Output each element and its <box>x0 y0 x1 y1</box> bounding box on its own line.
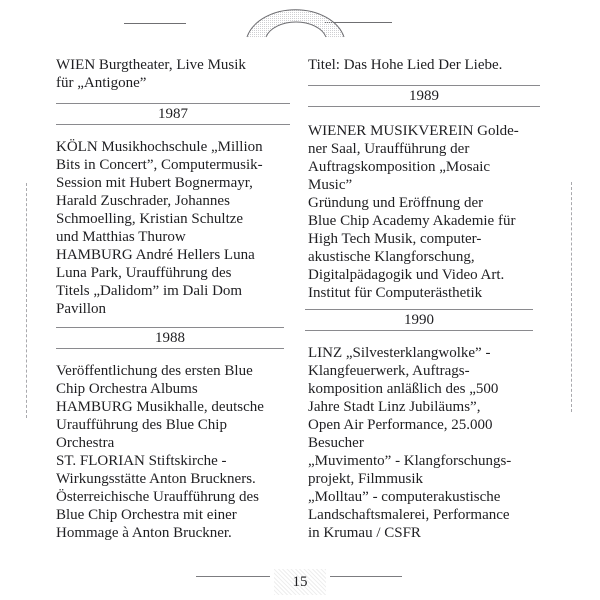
year-heading-1990 <box>305 309 533 331</box>
text-line: Pavillon <box>56 301 107 317</box>
text-line: LINZ „Silvesterklangwolke” - <box>308 345 491 361</box>
text-line: Session mit Hubert Bognermayr, <box>56 175 253 191</box>
text-line: Blue Chip Orchestra mit einer <box>56 507 237 523</box>
text-line: „Molltau” - computerakustische <box>308 489 501 505</box>
text-line: Schmoelling, Kristian Schultze <box>56 211 244 227</box>
text-line: Klangfeuerwerk, Auftrags- <box>308 363 470 379</box>
text-line: Hommage à Anton Bruckner. <box>56 525 232 541</box>
page-number <box>274 569 326 595</box>
text-line: Veröffentlichung des ersten Blue <box>56 363 253 379</box>
text-line: akustische Klangforschung, <box>308 249 475 265</box>
text-line: projekt, Filmmusik <box>308 471 424 487</box>
left-intro <box>56 56 246 92</box>
arch-ornament-icon <box>244 4 348 40</box>
text-line: Titel: Das Hohe Lied Der Liebe. <box>308 57 503 73</box>
year-heading-1989 <box>308 85 540 107</box>
text-line: Gründung und Eröffnung der <box>308 195 484 211</box>
text-line: Open Air Performance, 25.000 <box>308 417 493 433</box>
year-label: 1990 <box>404 312 434 328</box>
text-line: Besucher <box>308 435 364 451</box>
section-1990-text <box>308 344 511 542</box>
text-line: KÖLN Musikhochschule „Million <box>56 139 263 155</box>
text-line: Bits in Concert”, Computermusik- <box>56 157 263 173</box>
year-label: 1987 <box>158 106 188 122</box>
text-line: HAMBURG Musikhalle, deutsche <box>56 399 264 415</box>
page-number-label: 15 <box>292 574 308 590</box>
year-label: 1988 <box>155 330 185 346</box>
text-line: Harald Zuschrader, Johannes <box>56 193 230 209</box>
text-line: High Tech Musik, computer- <box>308 231 482 247</box>
text-line: Landschaftsmalerei, Performance <box>308 507 510 523</box>
section-1989-text <box>308 122 519 302</box>
year-heading-1987 <box>56 103 290 125</box>
folio-rule-left <box>196 576 270 577</box>
section-1987-text <box>56 138 263 318</box>
text-line: und Matthias Thurow <box>56 229 186 245</box>
top-rule-left <box>124 23 186 24</box>
folio-rule-right <box>330 576 402 577</box>
text-line: in Krumau / CSFR <box>308 525 421 541</box>
text-line: ner Saal, Uraufführung der <box>308 141 470 157</box>
text-line: für „Antigone” <box>56 75 147 91</box>
text-line: Institut für Computerästhetik <box>308 285 483 301</box>
year-label: 1989 <box>409 88 439 104</box>
right-intro <box>308 56 502 74</box>
text-line: ST. FLORIAN Stiftskirche - <box>56 453 227 469</box>
right-margin-guide <box>571 182 572 412</box>
text-line: Titels „Dalidom” im Dali Dom <box>56 283 243 299</box>
text-line: Österreichische Uraufführung des <box>56 489 259 505</box>
text-line: Orchestra <box>56 435 115 451</box>
text-line: Wirkungsstätte Anton Bruckners. <box>56 471 256 487</box>
left-margin-guide <box>26 183 27 418</box>
text-line: Music” <box>308 177 353 193</box>
text-line: Blue Chip Academy Akademie für <box>308 213 516 229</box>
text-line: Digitalpädagogik und Video Art. <box>308 267 505 283</box>
text-line: Uraufführung des Blue Chip <box>56 417 227 433</box>
text-line: WIENER MUSIKVEREIN Golde- <box>308 123 519 139</box>
text-line: Luna Park, Uraufführung des <box>56 265 232 281</box>
text-line: „Muvimento” - Klangforschungs- <box>308 453 512 469</box>
year-heading-1988 <box>56 327 284 349</box>
section-1988-text <box>56 362 264 542</box>
text-line: komposition anläßlich des „500 <box>308 381 499 397</box>
text-line: Auftragskomposition „Mosaic <box>308 159 491 175</box>
text-line: WIEN Burgtheater, Live Musik <box>56 57 246 73</box>
text-line: HAMBURG André Hellers Luna <box>56 247 255 263</box>
text-line: Jahre Stadt Linz Jubiläums”, <box>308 399 481 415</box>
text-line: Chip Orchestra Albums <box>56 381 198 397</box>
